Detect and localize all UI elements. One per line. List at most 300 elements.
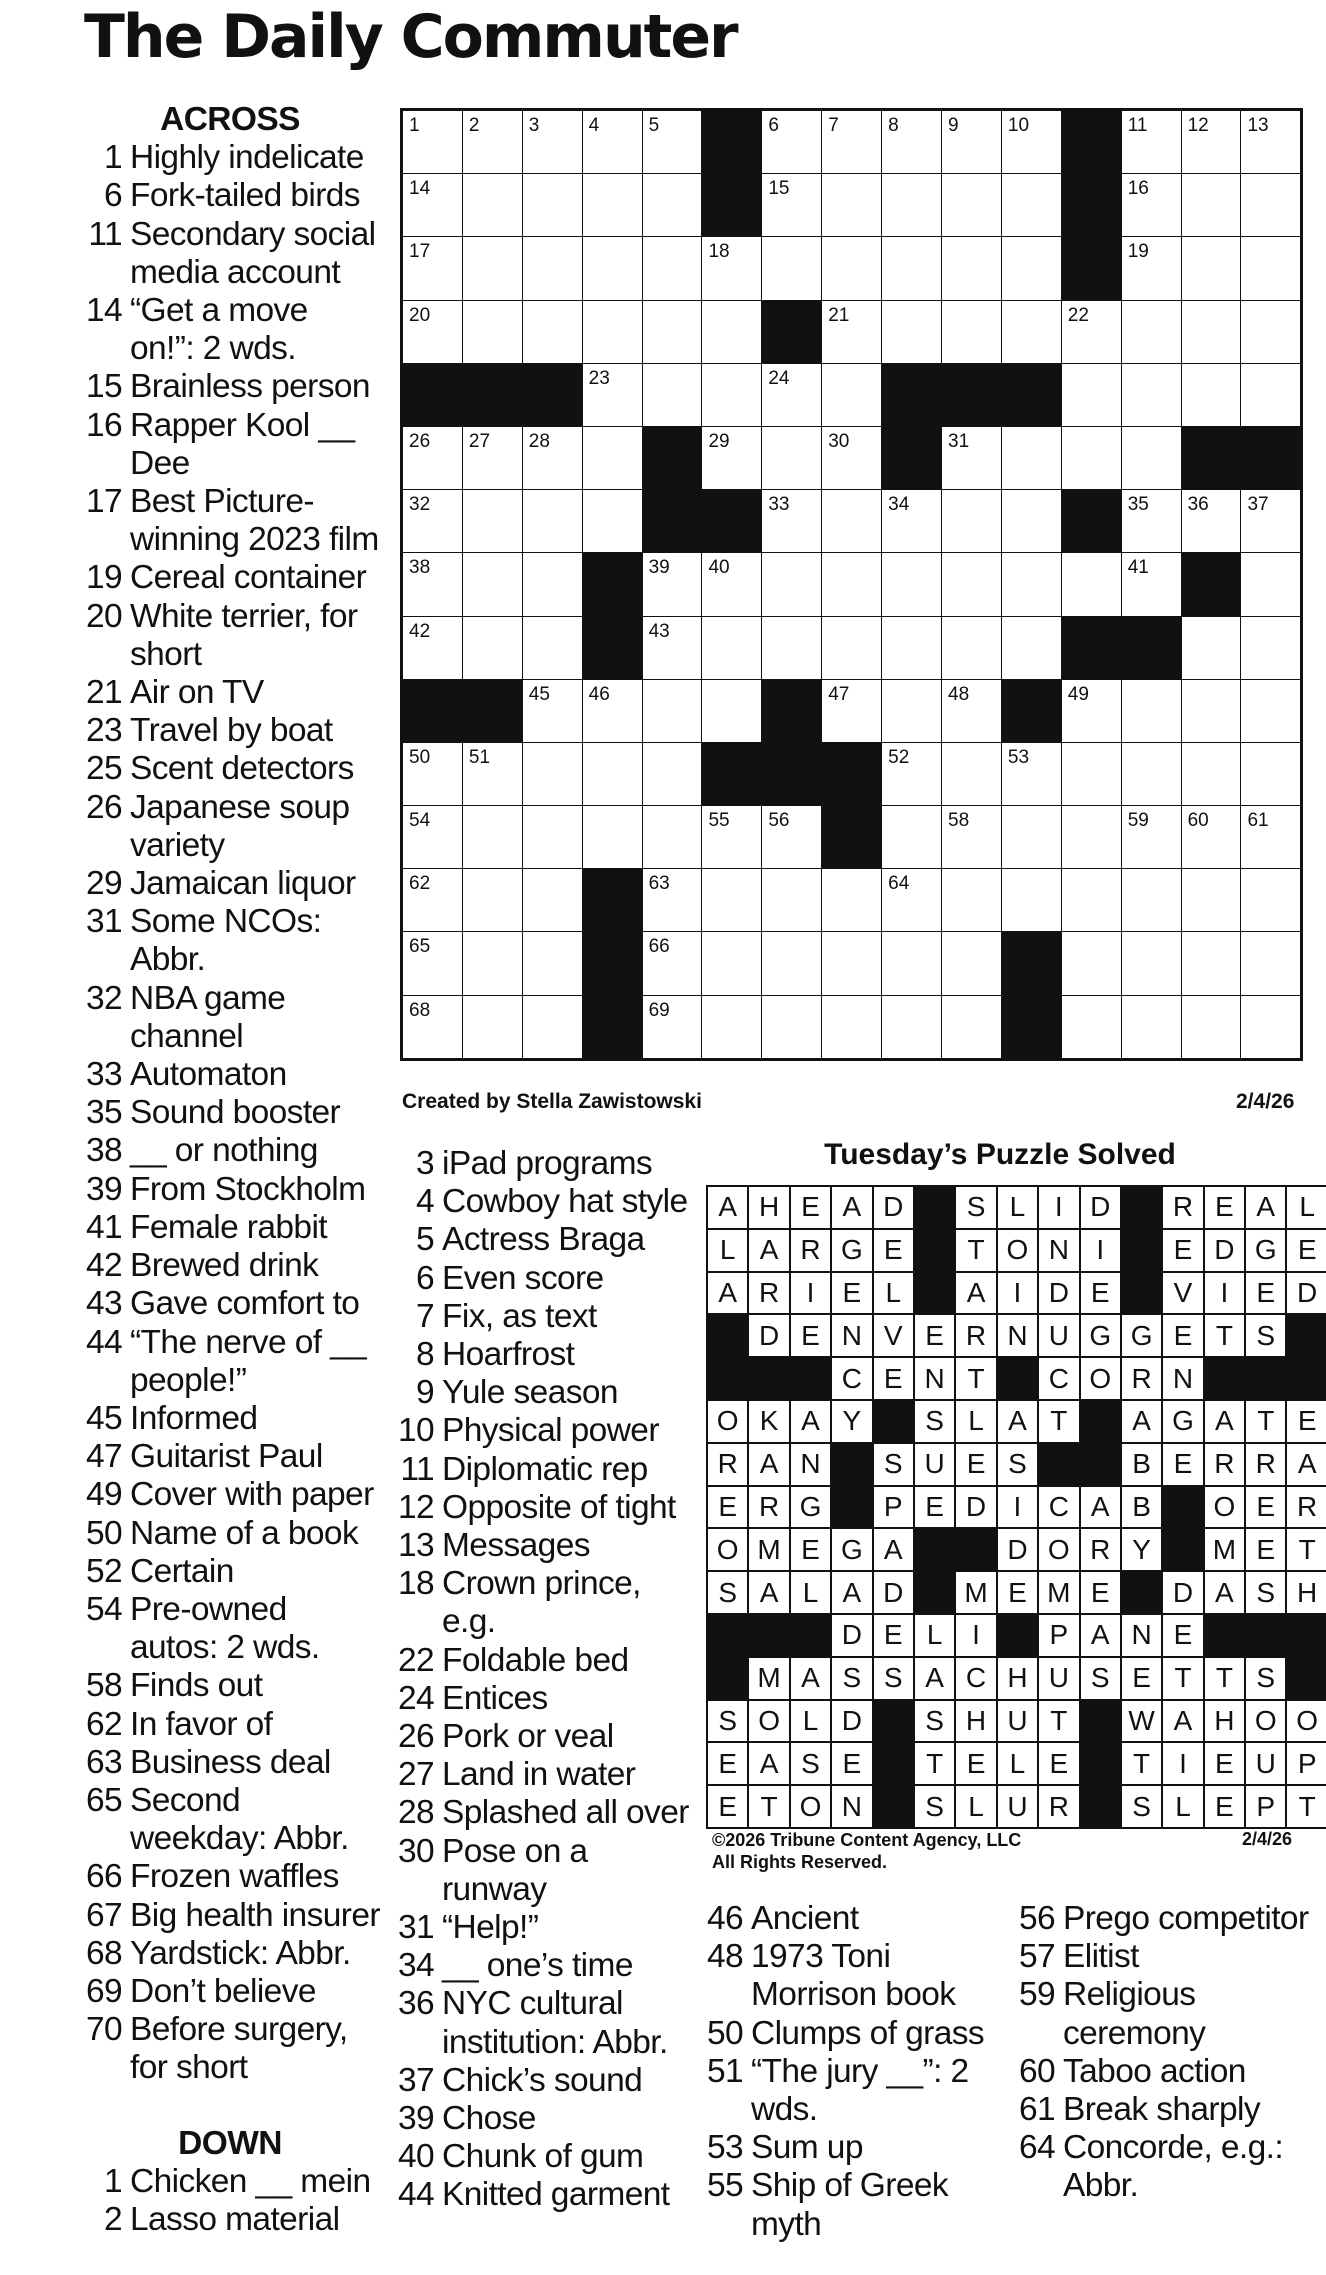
- solution-cell: A: [1246, 1187, 1285, 1228]
- solution-cell: D: [1287, 1273, 1326, 1314]
- grid-cell[interactable]: [1062, 553, 1121, 615]
- black-square: [523, 364, 582, 426]
- grid-cell[interactable]: [643, 869, 702, 931]
- grid-cell[interactable]: [1002, 869, 1061, 931]
- grid-cell[interactable]: [1241, 111, 1300, 173]
- grid-cell[interactable]: [1241, 806, 1300, 868]
- black-square: [702, 174, 761, 236]
- solution-cell: S: [1122, 1786, 1161, 1827]
- grid-cell[interactable]: [463, 869, 522, 931]
- grid-cell[interactable]: [762, 553, 821, 615]
- cell-number: 14: [409, 178, 431, 200]
- grid-cell[interactable]: [822, 617, 881, 679]
- black-square: [1062, 111, 1121, 173]
- grid-cell[interactable]: [523, 111, 582, 173]
- grid-cell[interactable]: [822, 174, 881, 236]
- clue-item: [1013, 1938, 1313, 1976]
- clue-number: 20: [85, 597, 122, 635]
- cell-number: 67: [1007, 936, 1030, 958]
- cell-number: 54: [409, 810, 431, 832]
- grid-cell[interactable]: [702, 364, 761, 426]
- grid-cell[interactable]: [702, 237, 761, 299]
- grid-cell[interactable]: [942, 174, 1001, 236]
- grid-cell[interactable]: [583, 806, 642, 868]
- black-square: [1062, 617, 1121, 679]
- grid-cell[interactable]: [882, 301, 941, 363]
- grid-cell[interactable]: [523, 553, 582, 615]
- grid-cell[interactable]: [523, 743, 582, 805]
- grid-cell[interactable]: [1182, 996, 1241, 1058]
- grid-cell[interactable]: [762, 427, 821, 489]
- solution-cell: T: [956, 1358, 995, 1399]
- solution-black-square: [915, 1273, 954, 1314]
- clue-item: [701, 1900, 1001, 1938]
- clue-text: Entices: [442, 1679, 548, 1717]
- clue-text: Business deal: [130, 1743, 331, 1781]
- cell-number: 27: [468, 430, 491, 452]
- grid-cell[interactable]: [1241, 680, 1300, 742]
- grid-cell[interactable]: [882, 932, 941, 994]
- grid-cell[interactable]: [702, 427, 761, 489]
- grid-cell[interactable]: [702, 301, 761, 363]
- grid-cell[interactable]: [403, 553, 462, 615]
- clue-number: 18: [397, 1565, 434, 1603]
- grid-cell[interactable]: [403, 237, 462, 299]
- grid-cell[interactable]: [1122, 427, 1181, 489]
- grid-cell[interactable]: [1241, 301, 1300, 363]
- grid-cell[interactable]: [1122, 680, 1181, 742]
- clue-item: [80, 1094, 380, 1132]
- grid-cell[interactable]: [403, 743, 462, 805]
- black-square: [583, 869, 642, 931]
- grid-cell[interactable]: [1122, 237, 1181, 299]
- grid-cell[interactable]: [1002, 301, 1061, 363]
- solution-black-square: [1287, 1615, 1326, 1656]
- grid-cell[interactable]: [1122, 996, 1181, 1058]
- grid-cell[interactable]: [822, 996, 881, 1058]
- grid-cell[interactable]: [1062, 427, 1121, 489]
- grid-cell[interactable]: [942, 743, 1001, 805]
- cell-number: 65: [409, 936, 431, 958]
- grid-cell[interactable]: [1122, 490, 1181, 552]
- solution-cell: A: [874, 1529, 913, 1570]
- grid-cell[interactable]: [822, 111, 881, 173]
- grid-cell[interactable]: [1002, 174, 1061, 236]
- grid-cell[interactable]: [942, 427, 1001, 489]
- grid-cell[interactable]: [942, 869, 1001, 931]
- clue-number: 17: [85, 483, 122, 521]
- grid-cell[interactable]: [583, 174, 642, 236]
- grid-cell[interactable]: [523, 932, 582, 994]
- clue-number: 69: [85, 1972, 122, 2010]
- grid-cell[interactable]: [1182, 680, 1241, 742]
- grid-cell[interactable]: [583, 111, 642, 173]
- grid-cell[interactable]: [882, 111, 941, 173]
- grid-cell[interactable]: [643, 174, 702, 236]
- grid-cell[interactable]: [1002, 237, 1061, 299]
- grid-cell[interactable]: [702, 617, 761, 679]
- grid-cell[interactable]: [1062, 932, 1121, 994]
- grid-cell[interactable]: [583, 427, 642, 489]
- cell-number: 40: [708, 557, 730, 579]
- solution-cell: H: [956, 1701, 995, 1742]
- solution-black-square: [1122, 1572, 1161, 1613]
- cell-number: 13: [1247, 115, 1269, 136]
- grid-cell[interactable]: [882, 869, 941, 931]
- grid-cell[interactable]: [1122, 111, 1181, 173]
- crossword-grid[interactable]: [400, 108, 1303, 1061]
- grid-cell[interactable]: [523, 996, 582, 1058]
- clue-text: Fork-tailed birds: [130, 177, 360, 215]
- clue-text: Informed: [130, 1399, 258, 1437]
- grid-cell[interactable]: [463, 932, 522, 994]
- grid-cell[interactable]: [1122, 301, 1181, 363]
- grid-cell[interactable]: [942, 996, 1001, 1058]
- grid-cell[interactable]: [403, 490, 462, 552]
- solution-cell: K: [749, 1401, 788, 1442]
- black-square: [583, 553, 642, 615]
- black-square: [1182, 553, 1241, 615]
- grid-cell[interactable]: [1182, 237, 1241, 299]
- solution-date: 2/4/26: [1242, 1829, 1293, 1849]
- solution-cell: A: [749, 1743, 788, 1784]
- clue-item: [701, 1938, 1001, 2014]
- solution-cell: O: [791, 1786, 830, 1827]
- solution-cell: V: [874, 1315, 913, 1356]
- grid-cell[interactable]: [463, 301, 522, 363]
- solution-cell: O: [998, 1230, 1037, 1271]
- solution-cell: H: [749, 1187, 788, 1228]
- grid-cell[interactable]: [403, 932, 462, 994]
- clue-number: 56: [1018, 1900, 1055, 1937]
- solution-cell: S: [956, 1187, 995, 1228]
- grid-cell[interactable]: [403, 174, 462, 236]
- clue-number: 22: [397, 1641, 434, 1679]
- grid-cell[interactable]: [702, 996, 761, 1058]
- grid-cell[interactable]: [583, 680, 642, 742]
- grid-cell[interactable]: [463, 237, 522, 299]
- solution-cell: E: [832, 1743, 871, 1784]
- grid-cell[interactable]: [1241, 553, 1300, 615]
- grid-cell[interactable]: [1182, 743, 1241, 805]
- clue-text: Female rabbit: [130, 1208, 328, 1246]
- clue-text: Hoarfrost: [442, 1336, 575, 1374]
- grid-cell[interactable]: [403, 111, 462, 173]
- clue-text: Knitted garment: [442, 2176, 670, 2214]
- grid-cell[interactable]: [1002, 743, 1061, 805]
- grid-cell[interactable]: [523, 301, 582, 363]
- grid-cell[interactable]: [882, 617, 941, 679]
- grid-cell[interactable]: [463, 996, 522, 1058]
- solution-cell: E: [1081, 1572, 1120, 1613]
- clue-number: 12: [397, 1488, 434, 1526]
- grid-cell[interactable]: [882, 996, 941, 1058]
- black-square: [643, 427, 702, 489]
- grid-cell[interactable]: [463, 806, 522, 868]
- grid-cell[interactable]: [1002, 806, 1061, 868]
- solution-cell: D: [1081, 1187, 1120, 1228]
- solution-cell: E: [1205, 1743, 1244, 1784]
- grid-cell[interactable]: [822, 301, 881, 363]
- clue-item: [80, 1591, 380, 1667]
- grid-cell[interactable]: [1182, 301, 1241, 363]
- grid-cell[interactable]: [643, 617, 702, 679]
- grid-cell[interactable]: [1241, 932, 1300, 994]
- grid-cell[interactable]: [523, 427, 582, 489]
- black-square: [463, 680, 522, 742]
- solution-cell: Y: [1122, 1529, 1161, 1570]
- grid-cell[interactable]: [942, 111, 1001, 173]
- grid-cell[interactable]: [822, 932, 881, 994]
- grid-cell[interactable]: [1241, 237, 1300, 299]
- grid-cell[interactable]: [1241, 869, 1300, 931]
- grid-cell[interactable]: [643, 806, 702, 868]
- cell-number: 47: [828, 683, 850, 705]
- grid-cell[interactable]: [762, 806, 821, 868]
- grid-cell[interactable]: [762, 996, 821, 1058]
- grid-cell[interactable]: [463, 174, 522, 236]
- grid-cell[interactable]: [1182, 617, 1241, 679]
- grid-cell[interactable]: [1241, 490, 1300, 552]
- grid-cell[interactable]: [942, 237, 1001, 299]
- grid-cell[interactable]: [463, 111, 522, 173]
- grid-cell[interactable]: [403, 806, 462, 868]
- grid-cell[interactable]: [942, 932, 1001, 994]
- solution-cell: A: [791, 1401, 830, 1442]
- cell-number: 62: [409, 873, 431, 895]
- grid-cell[interactable]: [523, 237, 582, 299]
- clue-item: [80, 1782, 380, 1858]
- clue-number: 2: [103, 2201, 122, 2239]
- grid-cell[interactable]: [1002, 111, 1061, 173]
- cell-number: 32: [409, 494, 431, 516]
- clue-item: [80, 598, 380, 674]
- grid-cell[interactable]: [523, 174, 582, 236]
- grid-cell[interactable]: [403, 301, 462, 363]
- clue-item: [392, 2176, 692, 2214]
- clue-text: Crown prince, e.g.: [442, 1565, 641, 1641]
- clue-item: [80, 559, 380, 597]
- grid-cell[interactable]: [942, 490, 1001, 552]
- grid-cell[interactable]: [403, 427, 462, 489]
- grid-cell[interactable]: [643, 932, 702, 994]
- grid-cell[interactable]: [1062, 806, 1121, 868]
- grid-cell[interactable]: [882, 553, 941, 615]
- solution-black-square: [1246, 1615, 1285, 1656]
- grid-cell[interactable]: [822, 680, 881, 742]
- grid-cell[interactable]: [1122, 932, 1181, 994]
- grid-cell[interactable]: [882, 680, 941, 742]
- grid-cell[interactable]: [643, 301, 702, 363]
- clue-text: Actress Braga: [442, 1221, 645, 1259]
- grid-cell[interactable]: [1122, 806, 1181, 868]
- grid-cell[interactable]: [1182, 174, 1241, 236]
- grid-cell[interactable]: [1182, 111, 1241, 173]
- grid-cell[interactable]: [1241, 996, 1300, 1058]
- grid-cell[interactable]: [643, 553, 702, 615]
- clue-item: [80, 292, 380, 368]
- grid-cell[interactable]: [822, 553, 881, 615]
- clue-item: [80, 674, 380, 712]
- black-square: [1002, 364, 1061, 426]
- grid-cell[interactable]: [1122, 364, 1181, 426]
- cell-number: 63: [648, 873, 670, 895]
- grid-cell[interactable]: [1122, 553, 1181, 615]
- grid-cell[interactable]: [583, 364, 642, 426]
- solution-cell: S: [1246, 1572, 1285, 1613]
- grid-cell[interactable]: [1062, 301, 1121, 363]
- grid-cell[interactable]: [762, 932, 821, 994]
- grid-cell[interactable]: [762, 111, 821, 173]
- grid-cell[interactable]: [403, 617, 462, 679]
- grid-cell[interactable]: [882, 806, 941, 868]
- grid-cell[interactable]: [882, 490, 941, 552]
- grid-cell[interactable]: [1182, 490, 1241, 552]
- grid-cell[interactable]: [822, 427, 881, 489]
- grid-cell[interactable]: [1002, 617, 1061, 679]
- grid-cell[interactable]: [643, 237, 702, 299]
- solution-cell: E: [1163, 1230, 1202, 1271]
- clue-item: [701, 2129, 1001, 2167]
- clue-item: [80, 216, 380, 292]
- grid-cell[interactable]: [762, 174, 821, 236]
- grid-cell[interactable]: [882, 237, 941, 299]
- grid-cell[interactable]: [762, 490, 821, 552]
- clue-number: 66: [85, 1858, 122, 1896]
- grid-cell[interactable]: [1062, 869, 1121, 931]
- grid-cell[interactable]: [942, 806, 1001, 868]
- solution-cell: E: [1081, 1273, 1120, 1314]
- solution-black-square: [1081, 1444, 1120, 1485]
- grid-cell[interactable]: [523, 680, 582, 742]
- grid-cell[interactable]: [643, 743, 702, 805]
- grid-cell[interactable]: [702, 553, 761, 615]
- cell-number: 58: [948, 810, 970, 832]
- grid-cell[interactable]: [583, 490, 642, 552]
- grid-cell[interactable]: [403, 996, 462, 1058]
- grid-cell[interactable]: [1002, 490, 1061, 552]
- down-clues-col1: [80, 2125, 380, 2240]
- solution-cell: V: [1163, 1273, 1202, 1314]
- grid-cell[interactable]: [1241, 174, 1300, 236]
- solution-cell: A: [832, 1187, 871, 1228]
- grid-cell[interactable]: [583, 237, 642, 299]
- grid-cell[interactable]: [942, 680, 1001, 742]
- grid-cell[interactable]: [1182, 869, 1241, 931]
- black-square: [1122, 617, 1181, 679]
- grid-cell[interactable]: [1002, 427, 1061, 489]
- clue-item: [392, 1909, 692, 1947]
- clue-number: 49: [85, 1476, 122, 1514]
- clue-number: 5: [415, 1221, 434, 1259]
- grid-cell[interactable]: [702, 869, 761, 931]
- grid-cell[interactable]: [1062, 364, 1121, 426]
- cell-number: 12: [1187, 115, 1209, 136]
- grid-cell[interactable]: [583, 743, 642, 805]
- grid-cell[interactable]: [1241, 364, 1300, 426]
- clue-text: Fix, as text: [442, 1297, 597, 1335]
- grid-cell[interactable]: [822, 490, 881, 552]
- solution-cell: S: [708, 1572, 747, 1613]
- grid-cell[interactable]: [882, 743, 941, 805]
- solution-cell: T: [1039, 1401, 1078, 1442]
- grid-cell[interactable]: [463, 490, 522, 552]
- grid-cell[interactable]: [1122, 869, 1181, 931]
- grid-cell[interactable]: [523, 806, 582, 868]
- clue-number: 42: [85, 1247, 122, 1285]
- grid-cell[interactable]: [583, 301, 642, 363]
- grid-cell[interactable]: [1122, 743, 1181, 805]
- solution-cell: L: [791, 1572, 830, 1613]
- down-clues-col4: [1013, 1900, 1313, 2206]
- grid-cell[interactable]: [643, 111, 702, 173]
- grid-cell[interactable]: [942, 553, 1001, 615]
- grid-cell[interactable]: [1062, 680, 1121, 742]
- grid-cell[interactable]: [762, 869, 821, 931]
- grid-cell[interactable]: [702, 932, 761, 994]
- black-square: [702, 490, 761, 552]
- grid-cell[interactable]: [942, 301, 1001, 363]
- grid-cell[interactable]: [1122, 174, 1181, 236]
- grid-cell[interactable]: [523, 490, 582, 552]
- grid-cell[interactable]: [463, 553, 522, 615]
- grid-cell[interactable]: [523, 869, 582, 931]
- grid-cell[interactable]: [1062, 743, 1121, 805]
- grid-cell[interactable]: [463, 427, 522, 489]
- cell-number: 28: [528, 430, 550, 452]
- grid-cell[interactable]: [403, 869, 462, 931]
- grid-cell[interactable]: [1241, 617, 1300, 679]
- clue-item: [80, 1858, 380, 1896]
- solution-black-square: [956, 1529, 995, 1570]
- grid-cell[interactable]: [762, 237, 821, 299]
- grid-cell[interactable]: [1182, 932, 1241, 994]
- grid-cell[interactable]: [822, 364, 881, 426]
- grid-cell[interactable]: [643, 996, 702, 1058]
- solution-black-square: [915, 1572, 954, 1613]
- grid-cell[interactable]: [822, 869, 881, 931]
- grid-cell[interactable]: [762, 617, 821, 679]
- solution-cell: D: [749, 1315, 788, 1356]
- grid-cell[interactable]: [762, 364, 821, 426]
- grid-cell[interactable]: [463, 617, 522, 679]
- grid-cell[interactable]: [1182, 806, 1241, 868]
- grid-cell[interactable]: [942, 617, 1001, 679]
- grid-cell[interactable]: [643, 680, 702, 742]
- clue-number: 9: [415, 1374, 434, 1412]
- clue-number: 40: [397, 2138, 434, 2176]
- grid-cell[interactable]: [1241, 743, 1300, 805]
- grid-cell[interactable]: [822, 237, 881, 299]
- solution-cell: N: [915, 1358, 954, 1399]
- clue-item: [80, 1400, 380, 1438]
- clue-number: 15: [85, 368, 122, 406]
- grid-cell[interactable]: [882, 174, 941, 236]
- grid-cell[interactable]: [463, 743, 522, 805]
- clue-text: Guitarist Paul: [130, 1438, 323, 1476]
- grid-cell[interactable]: [523, 617, 582, 679]
- solution-cell: E: [874, 1358, 913, 1399]
- grid-cell[interactable]: [702, 680, 761, 742]
- grid-cell[interactable]: [1002, 553, 1061, 615]
- grid-cell[interactable]: [1062, 996, 1121, 1058]
- clue-text: Even score: [442, 1259, 604, 1297]
- clue-item: [80, 1285, 380, 1323]
- grid-cell[interactable]: [702, 806, 761, 868]
- clue-item: [80, 1247, 380, 1285]
- grid-cell[interactable]: [1182, 364, 1241, 426]
- grid-cell[interactable]: [643, 364, 702, 426]
